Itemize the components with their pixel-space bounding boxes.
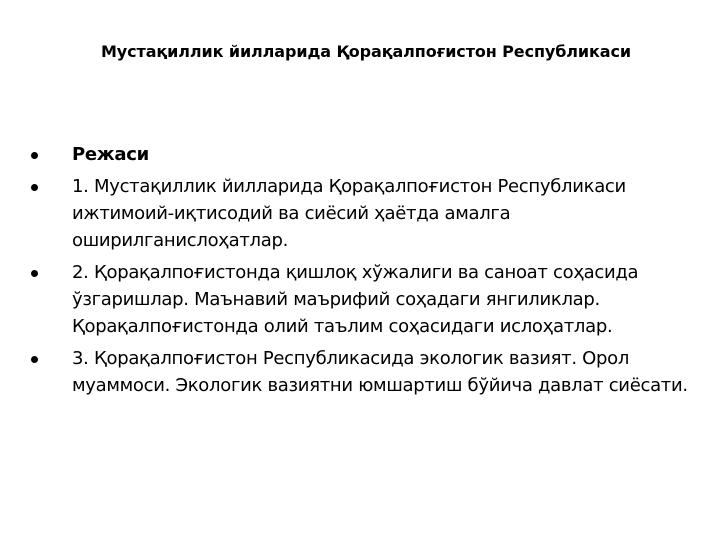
bullet-text-2: 2. Қорақалпоғистонда қишлоқ хўжалиги ва саноат соҳасида ўзгаришлар. Маънавий маърифий соҳадаги янгиликлар. Қорақалпоғистонда олий таълим соҳасидаги ислоҳатлар. bbox=[72, 262, 639, 337]
slide-title: Мустақиллик йилларида Қорақалпоғистон Республикаси bbox=[100, 42, 631, 61]
bullet-dot-icon bbox=[31, 152, 38, 159]
bullet-dot-icon bbox=[31, 356, 38, 363]
bullet-item-3 bbox=[24, 345, 704, 399]
bullet-item-plan bbox=[24, 141, 704, 168]
bullet-dot-icon bbox=[31, 270, 38, 277]
bullet-text-3: 3. Қорақалпоғистон Республикасида экологик вазият. Орол муаммоси. Экологик вазиятни юмшартиш бўйича давлат сиёсати. bbox=[72, 348, 688, 396]
bullet-dot-icon bbox=[31, 184, 38, 191]
bullet-text-plan: Режаси bbox=[72, 144, 149, 165]
bullet-list bbox=[24, 141, 704, 404]
bullet-item-2 bbox=[24, 259, 704, 340]
bullet-item-1 bbox=[24, 173, 704, 254]
bullet-text-1: 1. Мустақиллик йилларида Қорақалпоғистон Республикаси ижтимоий-иқтисодий ва сиёсий ҳаётда амалга оширилганислоҳатлар. bbox=[72, 176, 626, 251]
